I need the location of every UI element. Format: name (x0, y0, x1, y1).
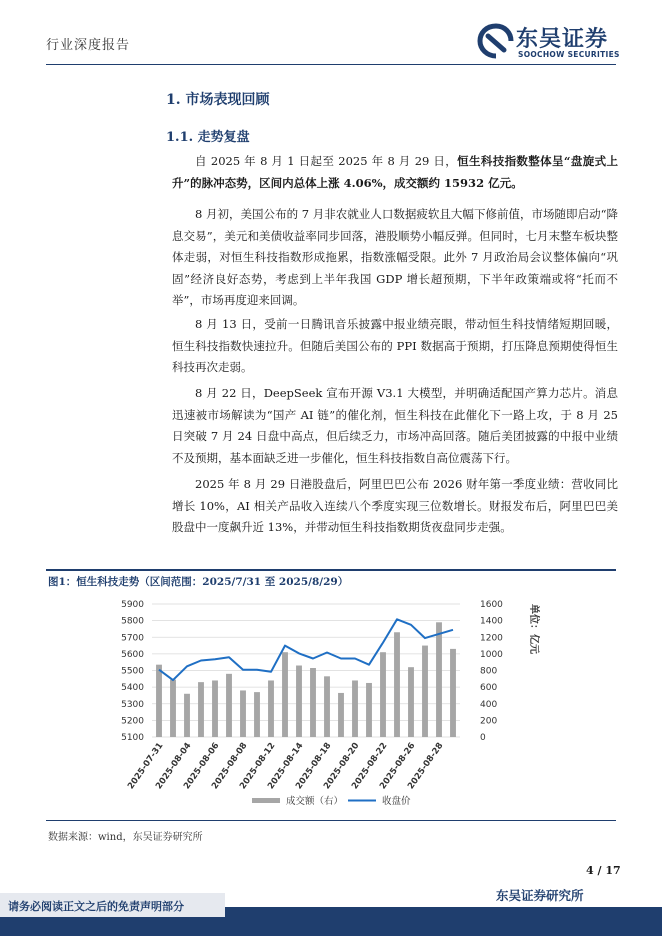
volume-bar (380, 652, 386, 737)
x-tick-label: 2025-08-08 (210, 740, 250, 792)
x-tick-label: 2025-08-14 (266, 740, 306, 792)
page-number: 4 / 17 (586, 864, 621, 877)
volume-bar (352, 680, 358, 737)
y-left-tick-label: 5200 (121, 716, 144, 727)
x-tick-label: 2025-08-20 (322, 740, 362, 792)
volume-bar (310, 668, 316, 737)
x-tick-label: 2025-08-28 (406, 740, 446, 792)
y-left-tick-label: 5700 (121, 633, 144, 644)
y-left-tick-label: 5400 (121, 683, 144, 694)
y-left-tick-label: 5600 (121, 649, 144, 660)
volume-bar (338, 693, 344, 737)
y-left-tick-label: 5500 (121, 666, 144, 677)
figure-top-rule (46, 569, 616, 571)
subsection-heading: 1.1. 走势复盘 (166, 130, 250, 145)
hstech-chart (46, 592, 616, 818)
chart-legend (252, 795, 411, 807)
y-right-tick-label: 1400 (480, 616, 503, 627)
y-right-tick-label: 600 (480, 683, 498, 694)
volume-bar (170, 680, 176, 737)
y-right-tick-label: 200 (480, 716, 498, 727)
x-tick-label: 2025-08-22 (350, 740, 390, 792)
volume-bar (198, 682, 204, 737)
section-heading: 1. 市场表现回顾 (166, 92, 270, 108)
x-tick-label: 2025-08-06 (182, 740, 222, 792)
figure-bottom-rule (46, 820, 616, 821)
volume-bar (282, 652, 288, 737)
y-right-tick-label: 400 (480, 699, 498, 710)
volume-bar (408, 667, 414, 737)
volume-bar (296, 666, 302, 737)
y-left-tick-label: 5800 (121, 616, 144, 627)
volume-bar (156, 665, 162, 737)
volume-bar (268, 680, 274, 737)
x-tick-label: 2025-07-31 (126, 740, 166, 792)
volume-bar (240, 690, 246, 737)
figure-title: 图1：恒生科技走势（区间范围：2025/7/31 至 2025/8/29） (48, 576, 349, 588)
volume-bar (366, 683, 372, 737)
volume-bar (422, 646, 428, 737)
legend-label-line: 收盘价 (382, 796, 411, 807)
paragraph-3: 8 月 13 日，受前一日腾讯音乐披露中报业绩亮眼，带动恒生科技情绪短期回暖，恒生科技指数快速拉升。但随后美国公布的 PPI 数据高于预期，打压降息预期使得恒生科技再次走弱。 (172, 317, 618, 374)
x-tick-label: 2025-08-12 (238, 740, 278, 792)
y-right-tick-label: 0 (480, 733, 486, 743)
volume-bar (436, 622, 442, 737)
y-right-tick-label: 800 (480, 666, 498, 677)
data-source: 数据来源：wind，东吴证券研究所 (48, 832, 203, 843)
volume-bar (394, 632, 400, 737)
x-tick-label: 2025-08-04 (154, 740, 194, 792)
report-type-label: 行业深度报告 (46, 38, 131, 53)
y-right-tick-label: 1000 (480, 649, 503, 660)
volume-bar (184, 694, 190, 737)
paragraph-2: 8 月初，美国公布的 7 月非农就业人口数据疲软且大幅下修前值，市场随即启动“降息交易”，美元和美债收益率同步回落，港股顺势小幅反弹。但同时，七月末整车板块整体走弱，对恒生科技指数形成拖累，指数涨幅受限。此外 7 月政治局会议整体偏向“巩固”经济良好态势，考虑到上半年我国 GDP 增长超预期，下半年政策端或将“托而不举”，市场再度迎来回调。 (172, 207, 618, 307)
x-tick-label: 2025-08-18 (294, 740, 334, 792)
y-right-tick-label: 1200 (480, 633, 503, 644)
footer-org-name: 东吴证券研究所 (496, 888, 584, 903)
x-tick-label: 2025-08-26 (378, 740, 418, 792)
volume-bar (254, 692, 260, 737)
paragraph-4: 8 月 22 日，DeepSeek 宣布开源 V3.1 大模型，并明确适配国产算力芯片。消息迅速被市场解读为“国产 AI 链”的催化剂，恒生科技在此催化下一路上攻，于 8 月 25 日突破 7 月 24 日盘中高点，但后续乏力，市场冲高回落。随后美团披露的中报中业绩不及预期，基本面缺乏进一步催化，恒生科技指数自高位震荡下行。 (172, 386, 618, 465)
footer-disclaimer: 请务必阅读正文之后的免责声明部分 (8, 900, 184, 913)
legend-swatch-bar (252, 798, 280, 803)
y-right-tick-label: 1600 (480, 600, 503, 610)
y-left-tick-label: 5300 (121, 699, 144, 710)
y-left-tick-label: 5900 (121, 600, 144, 610)
header-divider (46, 64, 616, 65)
paragraph-5: 2025 年 8 月 29 日港股盘后，阿里巴巴公布 2026 财年第一季度业绩：营收同比增长 10%，AI 相关产品收入连续八个季度实现三位数增长。财报发布后，阿里巴巴美股盘中一度飙升近 13%，并带动恒生科技指数期货夜盘同步走强。 (172, 477, 618, 534)
brand-subname: SOOCHOW SECURITIES (518, 50, 620, 59)
legend-label-bar: 成交额（右） (286, 796, 344, 807)
volume-bar (226, 674, 232, 737)
y-left-tick-label: 5100 (121, 733, 144, 743)
volume-bar (212, 680, 218, 737)
volume-bar (324, 676, 330, 737)
brand-name: 东吴证券 (516, 27, 609, 52)
right-axis-unit-label: 单位：亿元 (528, 604, 539, 654)
volume-bar (450, 649, 456, 737)
paragraph-1: 自 2025 年 8 月 1 日起至 2025 年 8 月 29 日，恒生科技指数整体呈“盘旋式上升”的脉冲态势，区间内总体上涨 4.06%，成交额约 15932 亿元。 (172, 154, 618, 190)
